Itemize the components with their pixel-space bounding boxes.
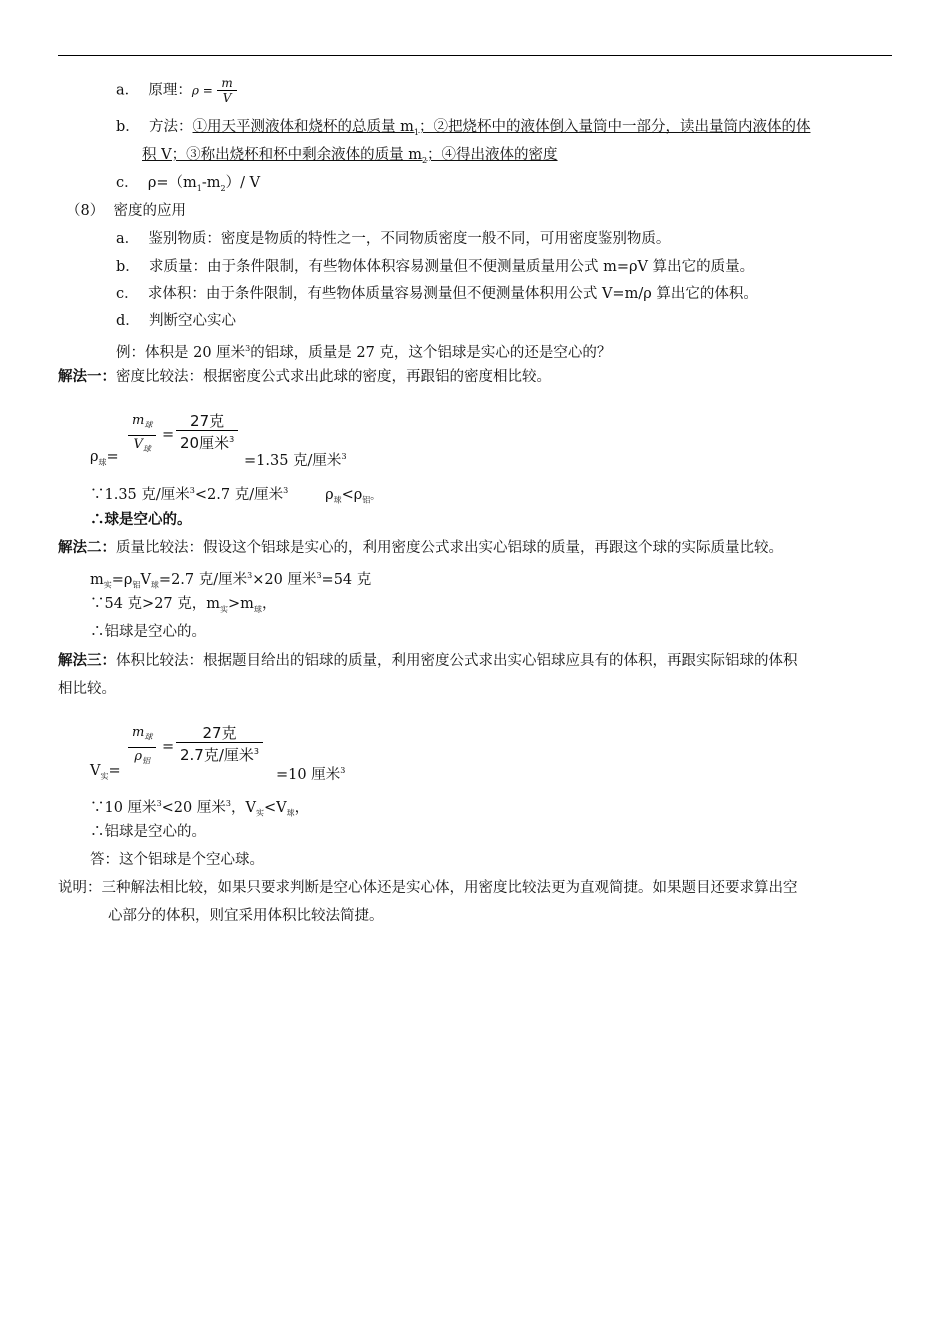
method-heading: 解法一： bbox=[58, 368, 116, 385]
item-text: 方法： bbox=[149, 119, 193, 135]
method-3-intro: 解法三：体积比较法：根据题目给出的铝球的质量，利用密度公式求出实心铝球应具有的体积，再跟实际铝球的体积 bbox=[58, 652, 798, 669]
item-b-method bbox=[116, 118, 810, 142]
method-2-compare: ∵54 克>27 克，$m_实>m_球$， bbox=[90, 596, 277, 614]
app-item-a: a． 鉴别物质：密度是物质的特性之一，不同物质密度一般不同，可用密度鉴别物质。 bbox=[116, 231, 671, 247]
item-label: b． bbox=[116, 119, 140, 135]
method-line-2: 积 V；③称出烧杯和杯中剩余液体的质量 $m_2$；④得出液体的密度 bbox=[142, 147, 558, 165]
note-line-2: 心部分的体积，则宜采用体积比较法简捷。 bbox=[108, 908, 384, 924]
method-heading: 解法二： bbox=[58, 539, 116, 556]
app-item-c: c． 求体积：由于条件限制，有些物体质量容易测量但不便测量体积用公式 V=m/ρ 算出它的体积。 bbox=[116, 286, 758, 302]
rho-symbol: ρ = bbox=[191, 83, 213, 98]
item-a-principle bbox=[116, 76, 237, 105]
section-title: 密度的应用 bbox=[113, 203, 186, 219]
formula-fraction-symbolic: $m_球$ $\rho_铝$ bbox=[128, 724, 156, 770]
method-2-conclusion: ∴铝球是空心的。 bbox=[90, 624, 206, 640]
formula-fraction-numeric: 27克 2.7克/厘米$^3$ bbox=[176, 724, 263, 764]
method-3-compare: ∵10 厘米$^3$<20 厘米$^3$，$V_实<V_球$， bbox=[90, 799, 310, 818]
section-number: （8） bbox=[66, 203, 105, 219]
item-label: c． bbox=[116, 175, 139, 191]
header-rule bbox=[58, 55, 892, 56]
formula-fraction-symbolic: $m_球$ $V_球$ bbox=[128, 412, 156, 458]
app-item-b: b． 求质量：由于条件限制，有些物体体积容易测量但不便测量质量用公式 m=ρV 算出它的质量。 bbox=[116, 259, 755, 275]
section-8-heading bbox=[66, 202, 186, 220]
item-text: 原理： bbox=[148, 82, 192, 99]
density-fraction bbox=[217, 76, 236, 105]
formula-fraction-numeric: 27克 20厘米$^3$ bbox=[176, 412, 238, 452]
item-c-formula: c． $\rho=(m_1-m_2)/$ V bbox=[116, 175, 261, 193]
fraction-numerator: m bbox=[217, 76, 236, 91]
note-line-1: 说明：三种解法相比较，如果只要求判断是空心体还是实心体，用密度比较法更为直观简捷。如果题目还要求算出空 bbox=[58, 880, 798, 896]
method-heading: 解法三： bbox=[58, 652, 116, 669]
answer: 答：这个铝球是个空心球。 bbox=[90, 852, 264, 868]
example-question: 例：体积是 20 厘米$^3$的铝球，质量是 27 克，这个铝球是实心的还是空心的？ bbox=[116, 344, 612, 361]
method-2-calc: $m_实=\rho_铝V_球=2.7$ 克/厘米$^3$×20 厘米$^3$=54 克 bbox=[90, 571, 372, 590]
fraction-denominator: V bbox=[222, 91, 232, 105]
method-3-intro-cont: 相比较。 bbox=[58, 681, 116, 697]
method-1-compare: ∵1.35 克/厘米$^3$<2.7 克/厘米$^3$ $\rho_球<\rho_铝$。 bbox=[90, 486, 381, 505]
item-label: a． bbox=[116, 82, 140, 99]
app-item-d: d． 判断空心实心 bbox=[116, 313, 237, 329]
method-line-1: ①用天平测液体和烧杯的总质量 $m_1$；②把烧杯中的液体倒入量筒中一部分，读出量筒内液体的体 bbox=[192, 119, 811, 137]
method-1-intro: 解法一：密度比较法：根据密度公式求出此球的密度，再跟铝的密度相比较。 bbox=[58, 368, 551, 385]
method-2-intro: 解法二：质量比较法：假设这个铝球是实心的，利用密度公式求出实心铝球的质量，再跟这个球的实际质量比较。 bbox=[58, 539, 783, 556]
method-3-conclusion: ∴铝球是空心的。 bbox=[90, 824, 206, 840]
method-1-conclusion: ∴球是空心的。 bbox=[90, 511, 192, 528]
